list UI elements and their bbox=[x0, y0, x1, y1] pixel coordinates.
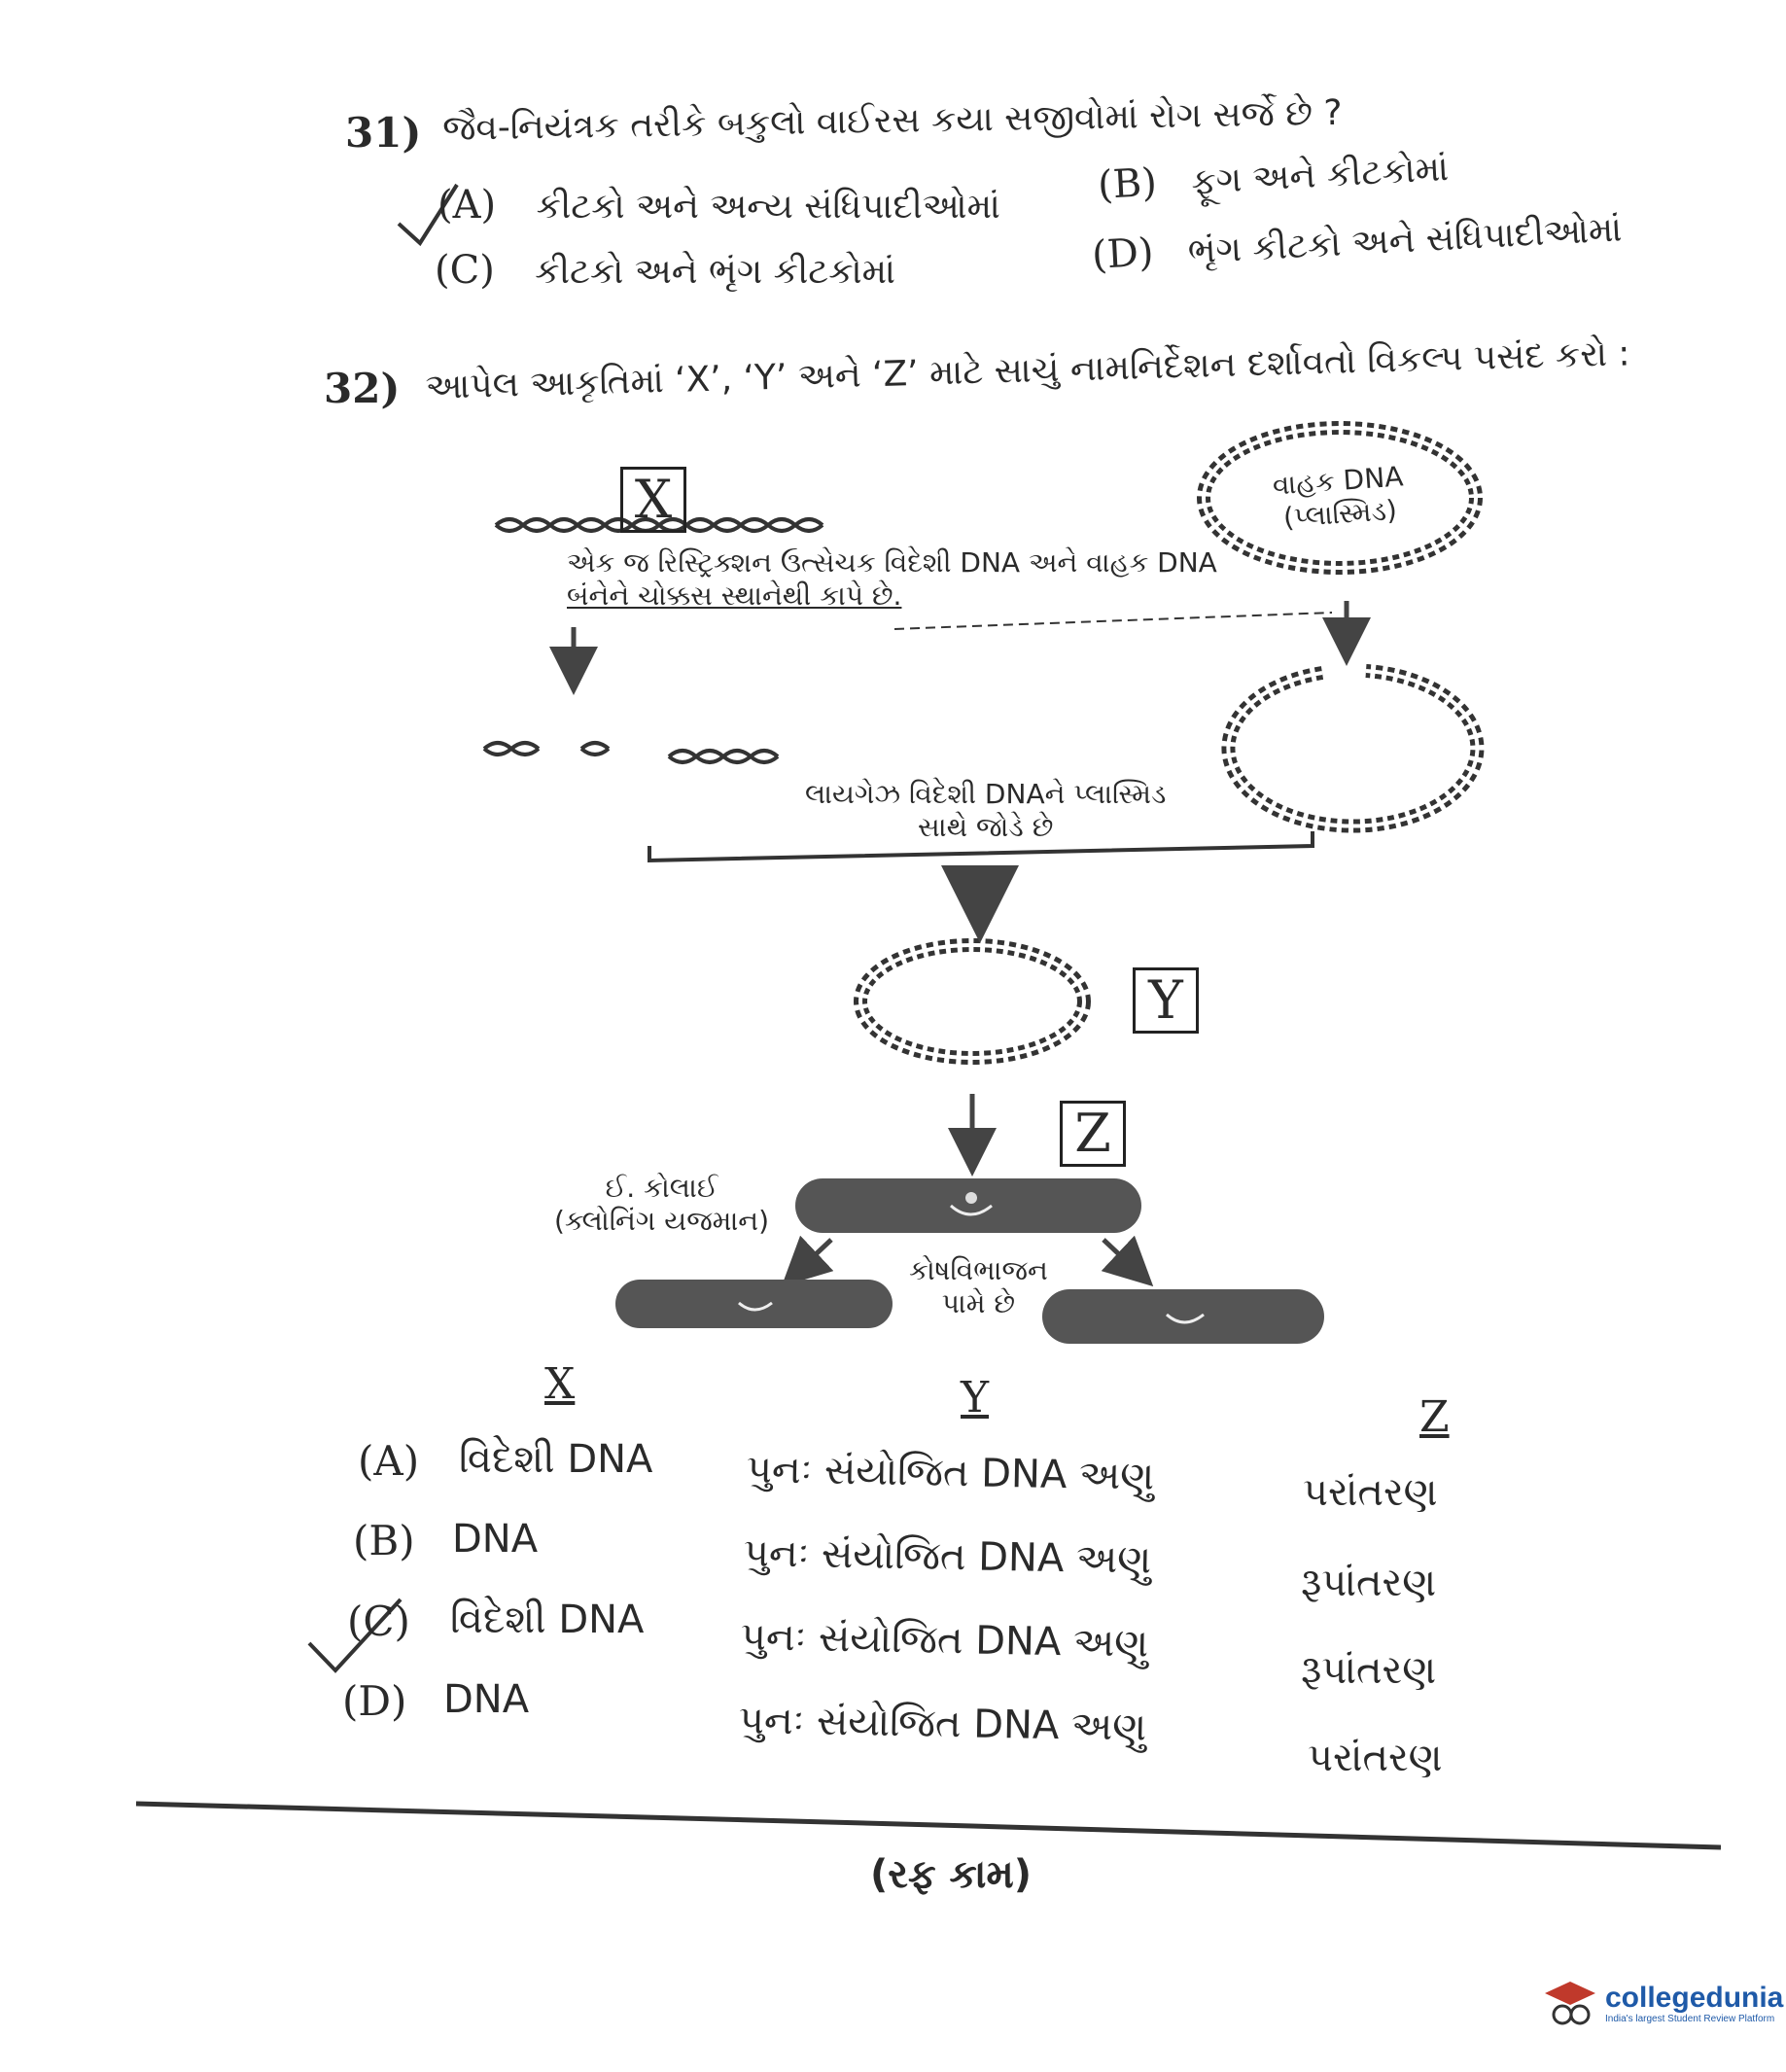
answer-row-b-y: પુનઃ સંયોજિત DNA અણુ bbox=[743, 1530, 1152, 1583]
q31-option-a-text: કીટકો અને અન્ય સંધિપાદીઓમાં bbox=[536, 187, 1000, 227]
q31-option-c-label: (C) bbox=[435, 248, 495, 293]
q31-option-c bbox=[435, 248, 895, 293]
column-header-x: X bbox=[544, 1359, 576, 1409]
answer-row-b-label: (B) bbox=[353, 1517, 415, 1564]
dna-fragments bbox=[484, 743, 778, 762]
answer-row-c-x: વિદેશી DNA bbox=[450, 1598, 645, 1642]
vector-dna-label-line1: વાહક DNA bbox=[1271, 460, 1405, 502]
q31-option-d-label: (D) bbox=[1091, 229, 1155, 278]
restriction-underline bbox=[894, 613, 1332, 629]
answer-row-c-label: (C) bbox=[347, 1598, 410, 1645]
vector-dna-label bbox=[1272, 460, 1407, 535]
ecoli-label-line2: (ક્લોનિંગ યજમાન) bbox=[554, 1205, 770, 1237]
column-header-y: Y bbox=[961, 1373, 990, 1422]
q31-option-b-text: ફૂગ અને કીટકોમાં bbox=[1190, 149, 1450, 202]
answer-row-d-x: DNA bbox=[443, 1677, 530, 1722]
q31-number: 31) bbox=[345, 109, 422, 157]
answer-row-b-x: DNA bbox=[452, 1517, 539, 1562]
ligase-label-line1: લાયગેઝ વિદેશી DNAને પ્લાસ્મિડ bbox=[805, 778, 1167, 810]
vector-dna-label-line2: (પ્લાસ્મિડ) bbox=[1281, 493, 1398, 534]
answer-row-a-x: વિદેશી DNA bbox=[459, 1437, 653, 1482]
column-header-z: Z bbox=[1419, 1392, 1450, 1442]
ligase-label-line2: સાથે જોડે છે bbox=[918, 811, 1054, 843]
restriction-label-line1: એક જ રિસ્ટ્રિક્શન ઉત્સેચક વિદેશી DNA અને વાહક DNA bbox=[567, 546, 1217, 579]
q32-number: 32) bbox=[324, 365, 401, 412]
division-label-line1: કોષવિભાજન bbox=[909, 1254, 1048, 1286]
answer-row-a-y: પુનઃ સંયોજિત DNA અણુ bbox=[746, 1447, 1155, 1499]
answer-row-a-z: પરાંતરણ bbox=[1303, 1470, 1438, 1515]
cut-plasmid bbox=[1228, 671, 1477, 826]
watermark-tagline: India's largest Student Review Platform bbox=[1605, 2013, 1775, 2024]
collegedunia-watermark bbox=[1541, 1974, 1783, 2032]
graduation-cap-icon bbox=[1541, 1974, 1599, 2032]
answer-row-d-label: (D) bbox=[342, 1677, 407, 1725]
ecoli-daughter-cell-left bbox=[615, 1280, 893, 1328]
ecoli-label-line1: ઈ. કોલાઈ bbox=[605, 1172, 718, 1204]
label-box-y: Y bbox=[1133, 967, 1199, 1034]
footer-rule bbox=[136, 1804, 1721, 1847]
answer-row-c-z: રૂપાંતરણ bbox=[1301, 1648, 1437, 1693]
answer-row-b-z: રૂપાંતરણ bbox=[1301, 1561, 1437, 1605]
rough-work-label: (રફ કામ) bbox=[870, 1852, 1033, 1897]
arrow-daughter-left bbox=[799, 1240, 831, 1270]
ecoli-parent-cell bbox=[795, 1178, 1141, 1233]
answer-row-c-y: પુનઃ સંયોજિત DNA અણુ bbox=[740, 1614, 1149, 1667]
answer-row-d-z: પરાંતરણ bbox=[1308, 1736, 1443, 1780]
q31-option-c-text: કીટકો અને ભૃંગ કીટકોમાં bbox=[535, 252, 895, 292]
arrow-daughter-right bbox=[1103, 1240, 1136, 1270]
answer-row-a-label: (A) bbox=[358, 1437, 420, 1485]
watermark-name: collegedunia bbox=[1605, 1981, 1784, 2014]
ecoli-label bbox=[554, 1172, 769, 1238]
ecoli-daughter-cell-right bbox=[1042, 1289, 1324, 1344]
ligase-label bbox=[805, 778, 1166, 844]
answer-row-d-y: પુનઃ સંયોજિત DNA અણુ bbox=[738, 1698, 1147, 1750]
division-label-line2: પામે છે bbox=[941, 1287, 1016, 1319]
recombinant-plasmid bbox=[860, 945, 1084, 1058]
q31-option-b-label: (B) bbox=[1097, 159, 1158, 208]
cell-division-label bbox=[909, 1254, 1048, 1320]
restriction-label-line2: બંનેને ચોક્કસ સ્થાનેથી કાપે છે. bbox=[567, 579, 902, 612]
q31-question-text: જૈવ-નિયંત્રક તરીકે બકુલો વાઈરસ કયા સજીવોમાં રોગ સર્જે છે ? bbox=[442, 92, 1343, 149]
label-box-z: Z bbox=[1060, 1101, 1126, 1167]
label-box-x: X bbox=[620, 467, 686, 533]
q31-option-a bbox=[438, 183, 1000, 228]
q31-option-d-text: ભૃંગ કીટકો અને સંધિપાદીઓમાં bbox=[1186, 209, 1624, 272]
q32-question-text: આપેલ આકૃતિમાં ‘X’, ‘Y’ અને ‘Z’ માટે સાચું નામનિર્દેશન દર્શાવતો વિકલ્પ પસંદ કરો : bbox=[425, 334, 1631, 407]
restriction-enzyme-label bbox=[567, 546, 1217, 613]
q31-option-a-label: (A) bbox=[438, 183, 497, 228]
